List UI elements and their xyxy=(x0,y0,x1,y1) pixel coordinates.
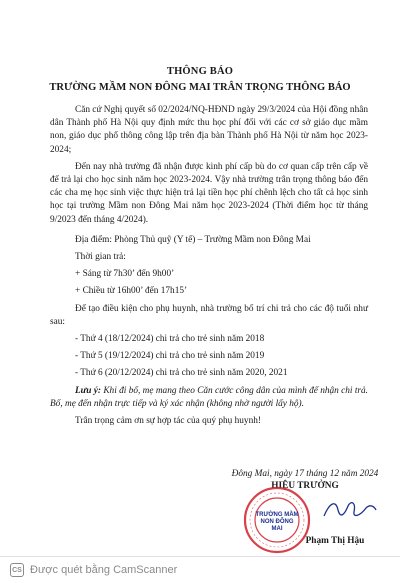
note-text: Khi đi bố, mẹ mang theo Căn cước công dân của mình để nhận chi trả. Bố, mẹ đến nhận trực tiếp và ký xác nhận (không nhờ người lấy hộ). xyxy=(50,385,369,409)
document-title: THÔNG BÁO xyxy=(166,66,234,77)
time-morning: + Sáng từ 7h30’ đến 9h00’ xyxy=(75,269,175,280)
stamp-text: TRƯỜNG MẦM NON ĐÔNG MAI xyxy=(255,512,299,532)
document-subtitle: TRƯỜNG MẦM NON ĐÔNG MAI TRÂN TRỌNG THÔNG BÁO xyxy=(49,82,351,93)
paragraph-location: Địa điểm: Phòng Thủ quỹ (Y tế) – Trường Mầm non Đông Mai xyxy=(75,234,311,245)
camscanner-logo-icon: CS xyxy=(10,563,24,577)
paragraph-note xyxy=(50,385,368,411)
schedule-item-1: - Thứ 4 (18/12/2024) chi trả cho trẻ sinh năm 2018 xyxy=(75,334,265,345)
note-label: Lưu ý: xyxy=(75,385,101,396)
schedule-item-2: - Thứ 5 (19/12/2024) chi trả cho trẻ sinh năm 2019 xyxy=(75,351,265,362)
signer-name: Phạm Thị Hậu xyxy=(305,536,365,546)
camscanner-text: Được quét bằng CamScanner xyxy=(30,564,178,576)
paragraph-time-label: Thời gian trả: xyxy=(75,252,126,263)
paragraph-closing: Trân trọng cảm ơn sự hợp tác của quý phụ huynh! xyxy=(75,416,261,427)
handwritten-signature-icon xyxy=(320,496,380,524)
schedule-item-3: - Thứ 6 (20/12/2024) chi trả cho trẻ sinh năm 2020, 2021 xyxy=(75,368,288,379)
camscanner-footer xyxy=(0,556,400,583)
paragraph-announcement: Đến nay nhà trường đã nhận được kinh phí cấp bù do cơ quan cấp trên cấp về để trả lại cho học sinh năm học 2023-2024. Vậy nhà trường trân trọng thông báo đến các cha mẹ học sinh việc thực hiện trả lại tiền học phí chênh lệch cho tất cả học sinh học tại trường Mầm non Đông Mai năm học 2023-2024 (Thời điểm học từ tháng 9/2023 đến tháng 4/2024). xyxy=(50,161,368,225)
document-body xyxy=(50,104,368,428)
paragraph-legal-basis: Căn cứ Nghị quyết số 02/2024/NQ-HĐND ngày 29/3/2024 của Hội đồng nhân dân Thành phố Hà Nội quy định mức thu học phí đối với các cơ sở giáo dục mầm non, giáo dục phổ thông công lập trên địa bàn Thành phố Hà Nội từ năm học 2023-2024; xyxy=(50,105,368,155)
signature-role: HIỆU TRƯỞNG xyxy=(271,481,339,491)
paragraph-schedule-intro: Để tạo điều kiện cho phụ huynh, nhà trường bố trí chi trả cho các độ tuổi như sau: xyxy=(50,303,368,327)
time-afternoon: + Chiều từ 16h00’ đến 17h15’ xyxy=(75,286,188,297)
signature-date: Đông Mai, ngày 17 tháng 12 năm 2024 xyxy=(231,469,379,479)
